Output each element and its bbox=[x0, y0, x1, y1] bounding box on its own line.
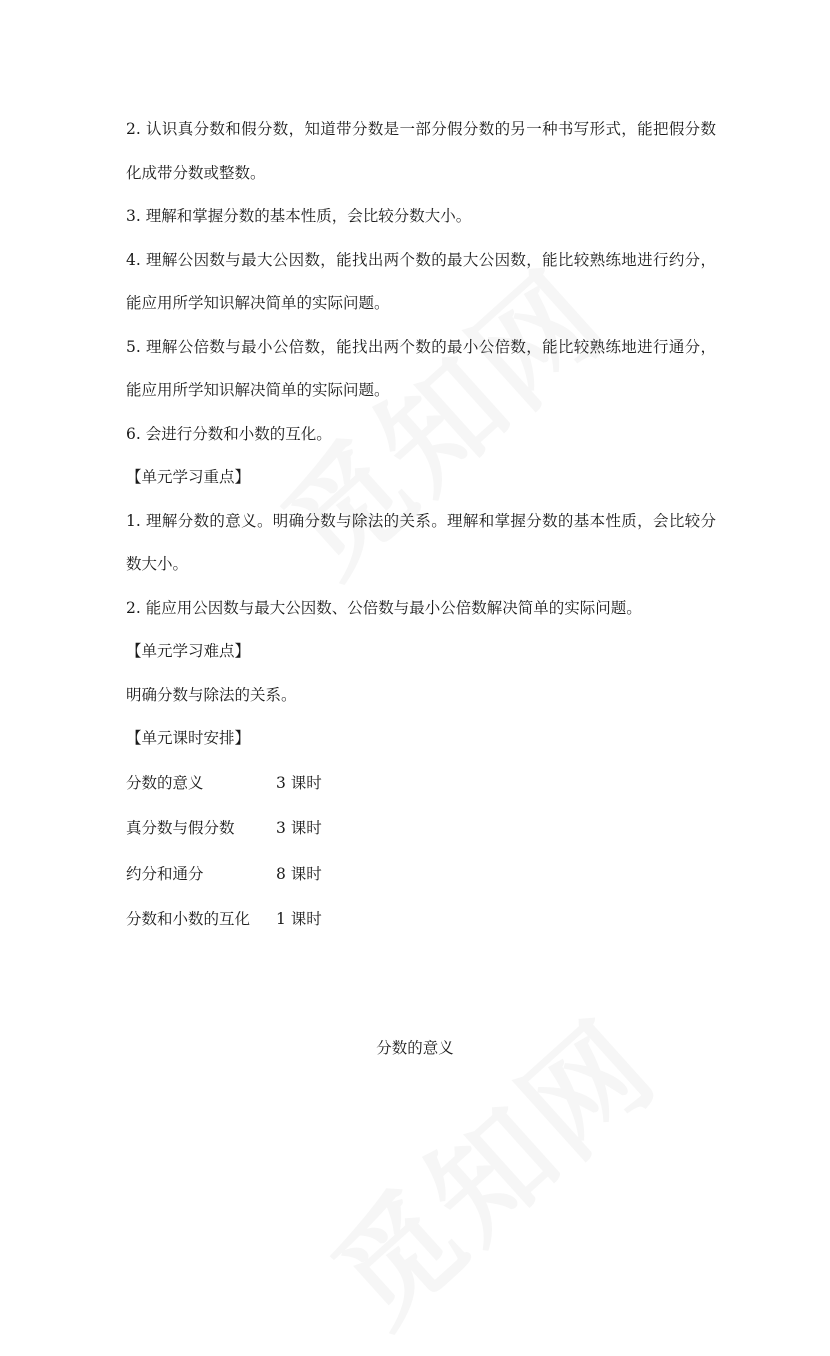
difficulties-text: 明确分数与除法的关系。 bbox=[126, 685, 297, 704]
objective-5: 5. 理解公倍数与最小公倍数，能找出两个数的最小公倍数，能比较熟练地进行通分，能应用所学知识解决简单的实际问题。 bbox=[126, 337, 716, 399]
lesson-hours: 3 课时 bbox=[276, 773, 322, 792]
lesson-hours: 3 课时 bbox=[276, 819, 322, 837]
lesson-hours: 8 课时 bbox=[276, 864, 322, 883]
objective-4: 4. 理解公因数与最大公因数，能找出两个数的最大公因数，能比较熟练地进行约分，能应用所学知识解决简单的实际问题。 bbox=[126, 250, 716, 312]
schedule-row bbox=[126, 761, 716, 807]
difficulties-heading: 【单元学习难点】 bbox=[126, 642, 251, 660]
lesson-hours: 1 课时 bbox=[276, 910, 322, 928]
lesson-name: 分数和小数的互化 bbox=[126, 910, 251, 928]
schedule-heading: 【单元课时安排】 bbox=[126, 729, 251, 747]
schedule-table bbox=[126, 761, 716, 943]
key-points-heading: 【单元学习重点】 bbox=[126, 468, 251, 486]
key-point-1: 1. 理解分数的意义。明确分数与除法的关系。理解和掌握分数的基本性质，会比较分数大小。 bbox=[126, 511, 716, 573]
schedule-row bbox=[126, 897, 716, 943]
schedule-row bbox=[126, 806, 716, 852]
lesson-name: 约分和通分 bbox=[126, 864, 204, 883]
lesson-name: 真分数与假分数 bbox=[126, 819, 235, 837]
document-body bbox=[126, 108, 716, 943]
section-title: 分数的意义 bbox=[376, 1039, 454, 1057]
key-point-2: 2. 能应用公因数与最大公因数、公倍数与最小公倍数解决简单的实际问题。 bbox=[126, 598, 642, 617]
objective-2: 2. 认识真分数和假分数，知道带分数是一部分假分数的另一种书写形式，能把假分数化成带分数或整数。 bbox=[126, 120, 716, 182]
objective-6: 6. 会进行分数和小数的互化。 bbox=[126, 424, 332, 443]
watermark-bottom bbox=[291, 976, 687, 1356]
schedule-row bbox=[126, 852, 716, 898]
lesson-name: 分数的意义 bbox=[126, 773, 204, 792]
objective-3: 3. 理解和掌握分数的基本性质，会比较分数大小。 bbox=[126, 207, 472, 225]
